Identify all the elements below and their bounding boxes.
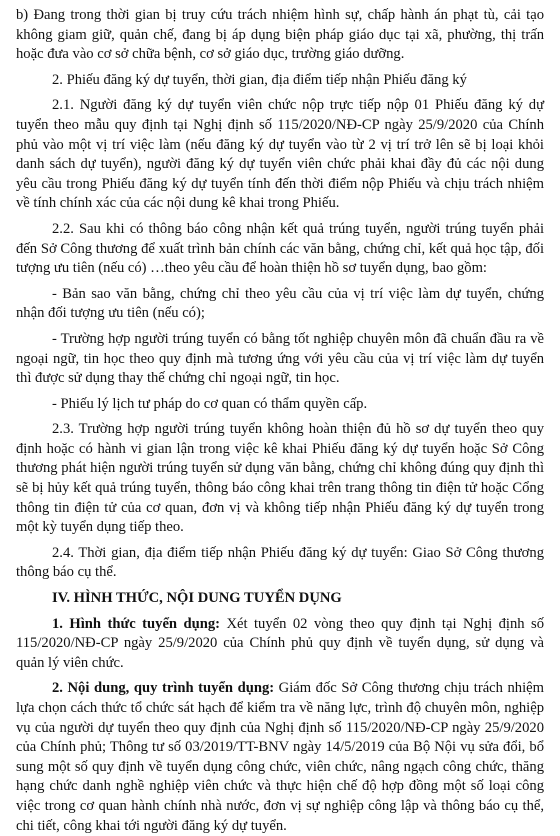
section-heading-iv: IV. HÌNH THỨC, NỘI DUNG TUYỂN DỤNG — [52, 590, 342, 607]
paragraph-2-4: 2.4. Thời gian, địa điểm tiếp nhận Phiếu đăng ký dự tuyển: Giao Sở Công thương thông báo cụ thể. — [16, 544, 544, 581]
item-1-text: Xét tuyển 02 vòng theo quy định tại Nghị định số 115/2020/NĐ-CP ngày 25/9/2020 của Chính phủ quy định về tuyển dụng, sử dụng và quản lý viên chức. — [16, 615, 544, 671]
bullet-judicial-record: - Phiếu lý lịch tư pháp do cơ quan có thẩm quyền cấp. — [52, 395, 368, 412]
paragraph-2-2: 2.2. Sau khi có thông báo công nhận kết quả trúng tuyển, người trúng tuyển phải đến Sở Công thương để xuất trình bản chính các văn bằng, chứng chỉ, kết quả học tập, đối tượng ưu tiên (nếu có) …theo yêu cầu để hoàn thiện hồ sơ tuyển dụng, bao gồm: — [16, 220, 544, 277]
paragraph-2-3: 2.3. Trường hợp người trúng tuyển không hoàn thiện đủ hồ sơ dự tuyển theo quy định hoặc có hành vi gian lận trong việc kê khai Phiếu đăng ký dự tuyển hoặc Sở Công thương phát hiện người trúng tuyển sử dụng văn bằng, chứng chỉ không đúng quy định thì sẽ bị hủy kết quả trúng tuyển, thông báo công khai trên trang thông tin điện tử hoặc Cổng thông tin điện tử của cơ quan, đơn vị và không tiếp nhận Phiếu đăng ký dự tuyển trong một kỳ tuyển dụng tiếp theo. — [16, 421, 544, 536]
paragraph-2-1: 2.1. Người đăng ký dự tuyển viên chức nộp trực tiếp nộp 01 Phiếu đăng ký dự tuyển theo mẫu quy định tại Nghị định số 115/2020/NĐ-CP ngày 25/9/2020 của Chính phủ vào một vị trí việc làm (nếu đăng ký dự tuyển vào từ 2 vị trí trở lên sẽ bị loại khỏi danh sách dự tuyển), người đăng ký dự tuyển viên chức phải khai đầy đủ các nội dung yêu cầu trong Phiếu đăng ký dự tuyển tính đến thời điểm nộp Phiếu và chịu trách nhiệm về tính chính xác của các nội dung kê khai trong Phiếu. — [16, 97, 544, 212]
item-2-paragraph — [16, 679, 544, 836]
bullet-diploma: - Trường hợp người trúng tuyển có bằng tốt nghiệp chuyên môn đã chuẩn đầu ra về ngoại ngữ, tin học theo quy định mà tương ứng với yêu cầu của vị trí việc làm dự tuyển thì được sử dụng thay thế chứng chỉ ngoại ngữ, tin học. — [16, 330, 544, 387]
paragraph-b: b) Đang trong thời gian bị truy cứu trách nhiệm hình sự, chấp hành án phạt tù, cải tạo không giam giữ, quản chế, đang bị áp dụng biện pháp giáo dục tại xã, phường, thị trấn hoặc đưa vào cơ sở chữa bệnh, cơ sở giáo dục, trường giáo dưỡng. — [16, 7, 544, 63]
item-1-label: 1. Hình thức tuyển dụng: — [52, 615, 221, 632]
item-1-paragraph — [16, 615, 544, 674]
item-2-text: Giám đốc Sở Công thương chịu trách nhiệm lựa chọn cách thức tổ chức sát hạch để kiểm tra về năng lực, trình độ chuyên môn, nghiệp vụ của người dự tuyển theo quy định của Nghị định số 115/2020/NĐ-CP ngày 25/9/2020 của Chính phủ; Thông tư số 03/2019/TT-BNV ngày 14/5/2019 của Bộ Nội vụ sửa đổi, bổ sung một số quy định về tuyển dụng công chức, viên chức, nâng ngạch công chức, thăng hạng chức danh nghề nghiệp viên chức và thực hiện chế độ hợp đồng một số loại công việc trong cơ quan hành chính nhà nước, đơn vị sự nghiệp công lập và thông báo cụ thể, chi tiết, công khai tới người đăng ký dự tuyển. — [16, 680, 544, 834]
item-2-label: 2. Nội dung, quy trình tuyển dụng: — [52, 680, 275, 697]
bullet-copies: - Bản sao văn bằng, chứng chỉ theo yêu cầu của vị trí việc làm dự tuyển, chứng nhận đối tượng ưu tiên (nếu có); — [16, 285, 544, 322]
subheading-2: 2. Phiếu đăng ký dự tuyển, thời gian, địa điểm tiếp nhận Phiếu đăng ký — [52, 71, 467, 88]
